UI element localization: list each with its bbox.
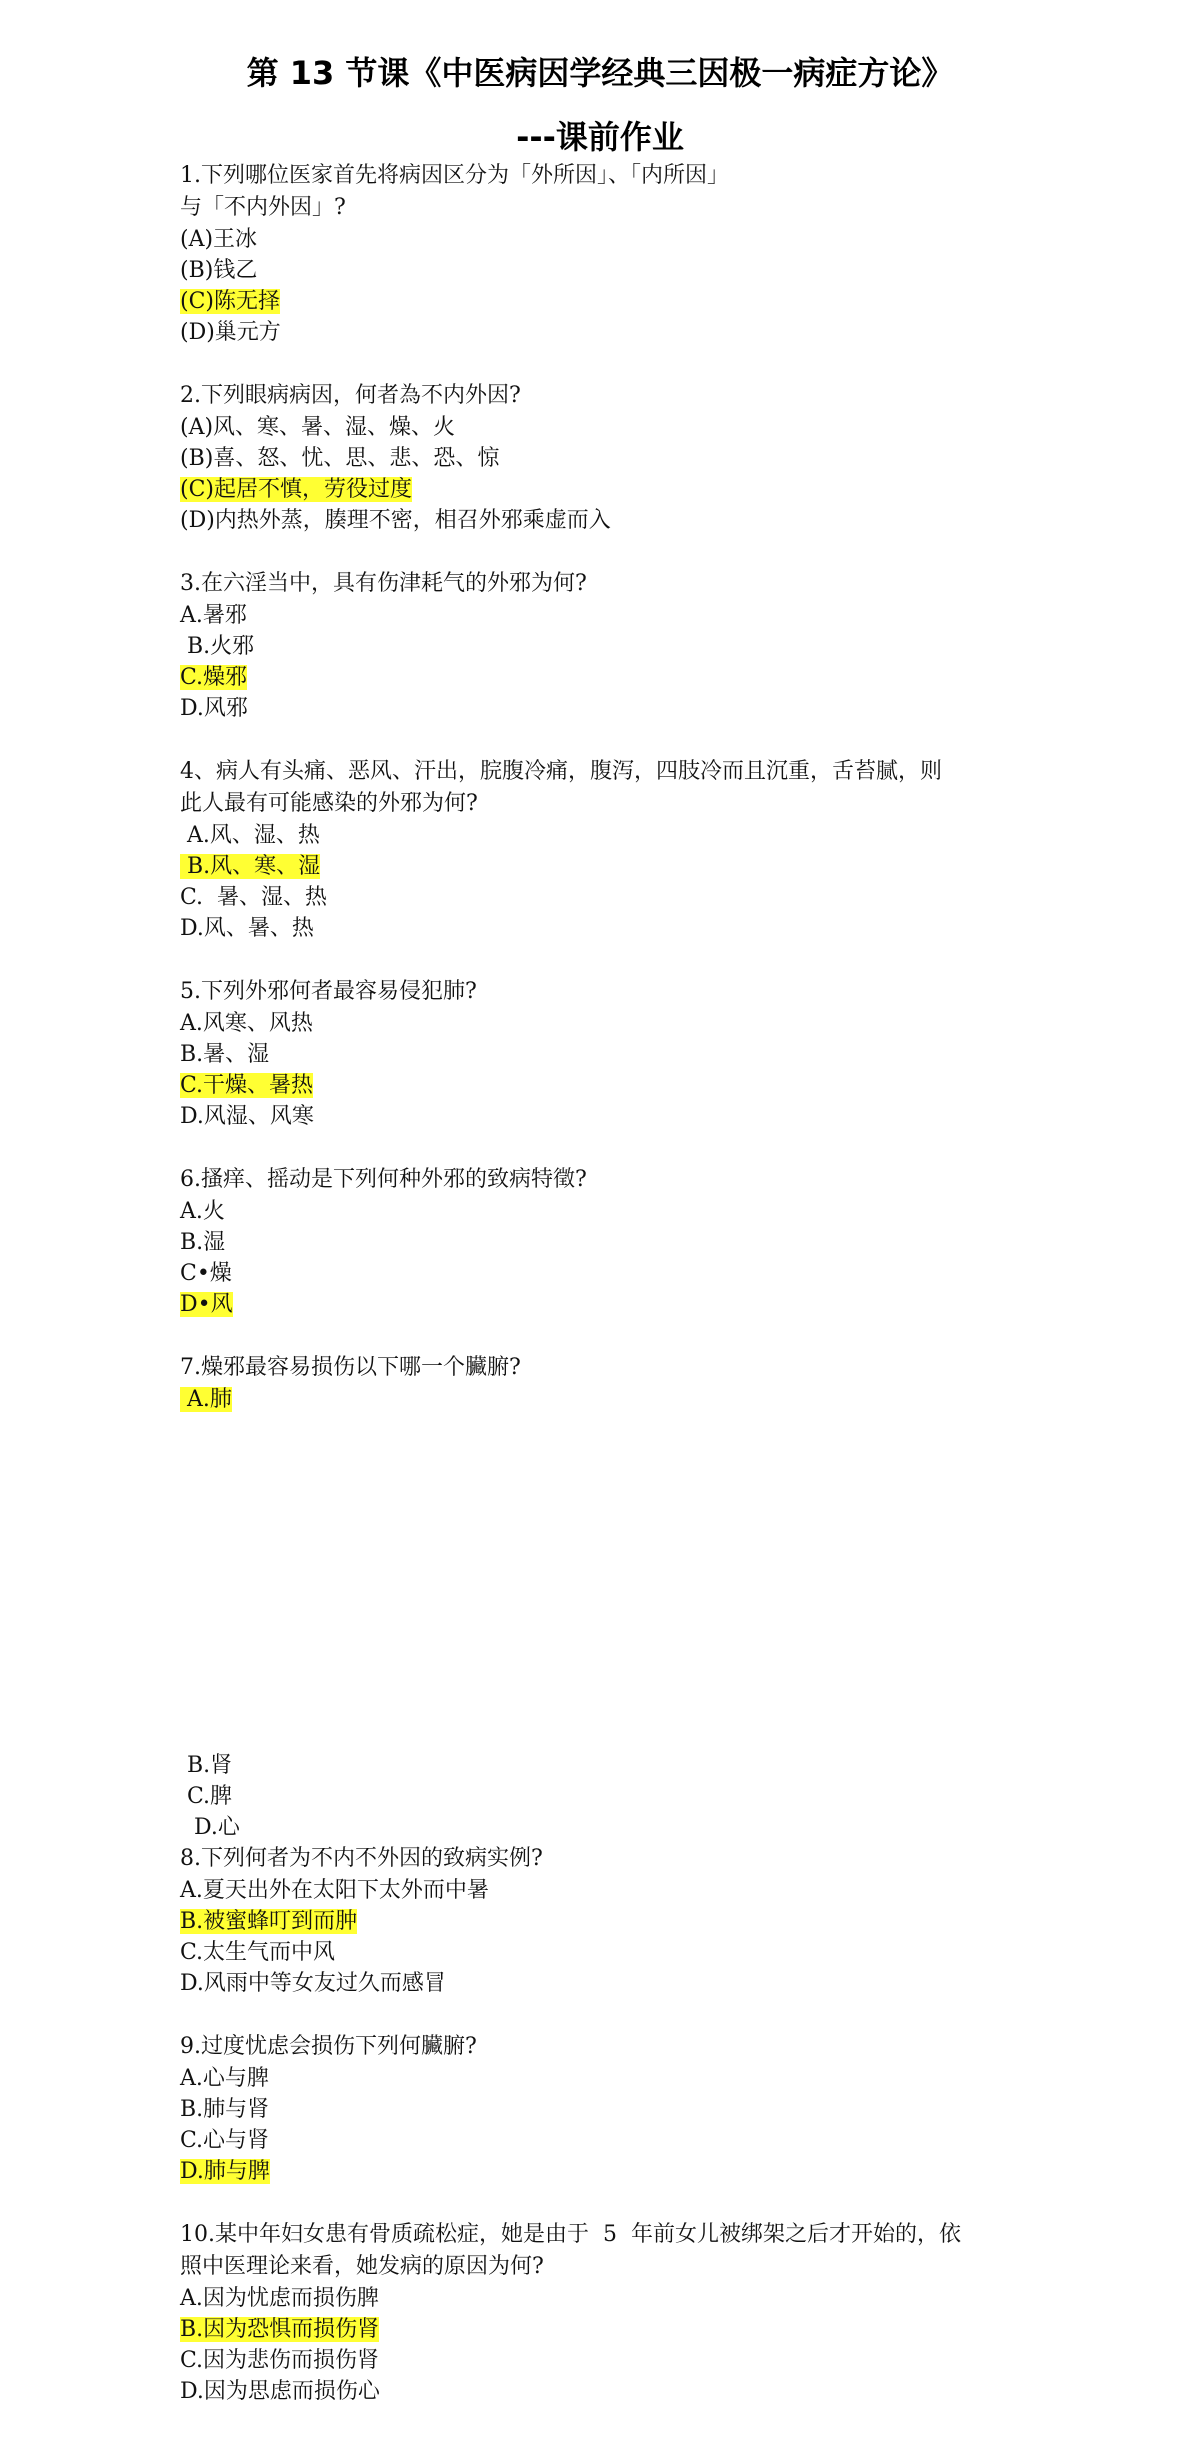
option: B.暑、湿 bbox=[180, 1042, 270, 1067]
option-answer bbox=[180, 474, 1060, 505]
question-5 bbox=[180, 976, 1060, 1132]
option: B.火邪 bbox=[180, 634, 255, 659]
question-stem: 6.搔痒、摇动是下列何种外邪的致病特徵? bbox=[180, 1167, 587, 1192]
question-stem: 3.在六淫当中，具有伤津耗气的外邪为何? bbox=[180, 571, 587, 596]
question-4 bbox=[180, 756, 1060, 944]
question-stem: 9.过度忧虑会损伤下列何臟腑? bbox=[180, 2034, 477, 2059]
option-answer bbox=[180, 1906, 1060, 1937]
option: D.风湿、风寒 bbox=[180, 1104, 314, 1129]
answer-highlight: B.因为恐惧而损伤肾 bbox=[180, 2317, 380, 2342]
option: B.湿 bbox=[180, 1230, 226, 1255]
option: D.心 bbox=[180, 1815, 240, 1840]
option: B.肺与肾 bbox=[180, 2097, 270, 2122]
answer-highlight: A.肺 bbox=[180, 1387, 232, 1412]
option: D.风邪 bbox=[180, 696, 248, 721]
option: B.肾 bbox=[180, 1753, 233, 1778]
option-answer bbox=[180, 851, 1060, 882]
option: C.因为悲伤而损伤肾 bbox=[180, 2348, 380, 2373]
question-stem: 2.下列眼病病因，何者為不内外因? bbox=[180, 383, 521, 408]
option-answer bbox=[180, 2156, 1060, 2187]
answer-highlight: (C)陈无择 bbox=[180, 289, 280, 314]
option-answer bbox=[180, 1384, 1060, 1415]
option: A.夏天出外在太阳下太外而中暑 bbox=[180, 1878, 489, 1903]
option: (D)巢元方 bbox=[180, 320, 281, 345]
question-stem: 与「不内外因」? bbox=[180, 195, 346, 220]
option: A.因为忧虑而损伤脾 bbox=[180, 2286, 379, 2311]
answer-highlight: C.燥邪 bbox=[180, 665, 248, 690]
option: C•燥 bbox=[180, 1261, 232, 1286]
question-stem: 4、病人有头痛、恶风、汗出，脘腹冷痛，腹泻，四肢冷而且沉重，舌苔腻，则 bbox=[180, 759, 942, 784]
question-7 bbox=[180, 1352, 1060, 1843]
question-stem: 5.下列外邪何者最容易侵犯肺? bbox=[180, 979, 477, 1004]
answer-highlight: (C)起居不慎，劳役过度 bbox=[180, 477, 412, 502]
option: (A)风、寒、暑、湿、燥、火 bbox=[180, 415, 456, 440]
option: D.因为思虑而损伤心 bbox=[180, 2379, 380, 2404]
page-subtitle: ---课前作业 bbox=[516, 118, 684, 156]
option-answer bbox=[180, 2314, 1060, 2345]
question-6 bbox=[180, 1164, 1060, 1320]
question-9 bbox=[180, 2031, 1060, 2187]
option: A.心与脾 bbox=[180, 2066, 269, 2091]
question-stem: 照中医理论来看，她发病的原因为何? bbox=[180, 2254, 544, 2279]
option: C. 暑、湿、热 bbox=[180, 885, 328, 910]
option-answer bbox=[180, 1289, 1060, 1320]
question-stem: 1.下列哪位医家首先将病因区分为「外所因」、「内所因」 bbox=[180, 163, 729, 188]
option: (D)内热外蒸，腠理不密，相召外邪乘虚而入 bbox=[180, 508, 611, 533]
option: D.风雨中等女友过久而感冒 bbox=[180, 1971, 446, 1996]
option-answer bbox=[180, 1070, 1060, 1101]
question-8 bbox=[180, 1843, 1060, 1999]
option: A.火 bbox=[180, 1199, 225, 1224]
option: C.太生气而中风 bbox=[180, 1940, 336, 1965]
option-answer bbox=[180, 662, 1060, 693]
question-stem: 10.某中年妇女患有骨质疏松症，她是由于 5 年前女儿被绑架之后才开始的，依 bbox=[180, 2222, 961, 2247]
option: D.风、暑、热 bbox=[180, 916, 314, 941]
option: A.风、湿、热 bbox=[180, 823, 320, 848]
option: A.风寒、风热 bbox=[180, 1011, 313, 1036]
option: (A)王冰 bbox=[180, 227, 258, 252]
option: (B)钱乙 bbox=[180, 258, 258, 283]
question-list bbox=[180, 160, 1060, 2439]
question-stem: 8.下列何者为不内不外因的致病实例? bbox=[180, 1846, 543, 1871]
option: A.暑邪 bbox=[180, 603, 247, 628]
question-stem: 此人最有可能感染的外邪为何? bbox=[180, 791, 478, 816]
question-10 bbox=[180, 2219, 1060, 2407]
question-stem: 7.燥邪最容易损伤以下哪一个臟腑? bbox=[180, 1355, 521, 1380]
answer-highlight: D•风 bbox=[180, 1292, 233, 1317]
question-3 bbox=[180, 568, 1060, 724]
question-2 bbox=[180, 380, 1060, 536]
answer-highlight: B.被蜜蜂叮到而肿 bbox=[180, 1909, 358, 1934]
page-title: 第 13 节课《中医病因学经典三因极一病症方论》 bbox=[246, 54, 954, 92]
answer-highlight: D.肺与脾 bbox=[180, 2159, 270, 2184]
answer-highlight: B.风、寒、湿 bbox=[180, 854, 321, 879]
option: (B)喜、怒、忧、思、悲、恐、惊 bbox=[180, 446, 500, 471]
blank-gap bbox=[180, 1415, 1060, 1750]
option: C.脾 bbox=[180, 1784, 233, 1809]
answer-highlight: C.干燥、暑热 bbox=[180, 1073, 314, 1098]
option: C.心与肾 bbox=[180, 2128, 270, 2153]
option-answer bbox=[180, 286, 1060, 317]
question-1 bbox=[180, 160, 1060, 348]
